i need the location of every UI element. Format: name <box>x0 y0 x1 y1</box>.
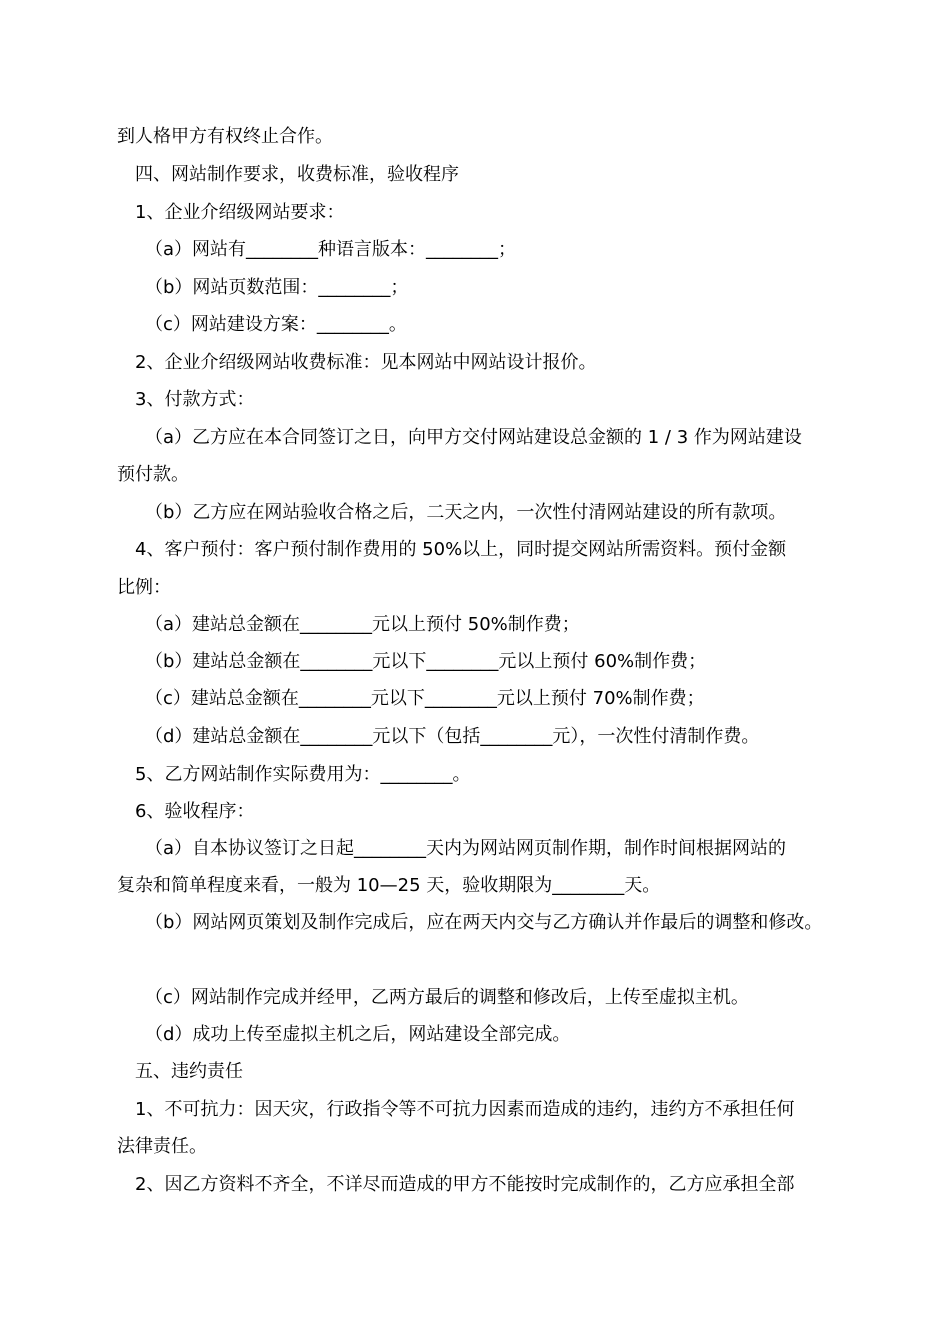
text-line: （c）网站建设方案：________。 <box>145 314 407 335</box>
section-heading: 五、违约责任 <box>135 1061 243 1082</box>
text-line: （a）乙方应在本合同签订之日，向甲方交付网站建设总金额的 1 / 3 作为网站建设 <box>145 427 802 448</box>
text-line: （a）自本协议签订之日起________天内为网站网页制作期，制作时间根据网站的 <box>145 838 787 859</box>
section-heading: 四、网站制作要求，收费标准，验收程序 <box>135 164 459 185</box>
text-line: （d）建站总金额在________元以下（包括________元），一次性付清制作费。 <box>145 726 760 747</box>
text-line: 2、企业介绍级网站收费标准：见本网站中网站设计报价。 <box>135 352 597 373</box>
text-line: 4、客户预付：客户预付制作费用的 50%以上，同时提交网站所需资料。预付金额 <box>135 539 787 560</box>
text-line: 复杂和简单程度来看，一般为 10—25 天，验收期限为________天。 <box>117 875 661 896</box>
text-line: （b）乙方应在网站验收合格之后，二天之内，一次性付清网站建设的所有款项。 <box>145 502 787 523</box>
text-line: 到人格甲方有权终止合作。 <box>117 126 333 147</box>
text-line: 3、付款方式： <box>135 389 255 410</box>
text-line: （b）网站网页策划及制作完成后，应在两天内交与乙方确认并作最后的调整和修改。 <box>145 912 823 933</box>
text-line: 6、验收程序： <box>135 801 255 822</box>
text-line: （c）建站总金额在________元以下________元以上预付 70%制作费； <box>145 688 705 709</box>
text-line: （c）网站制作完成并经甲，乙两方最后的调整和修改后，上传至虚拟主机。 <box>145 987 749 1008</box>
text-line: （a）建站总金额在________元以上预付 50%制作费； <box>145 614 580 635</box>
text-line: 5、乙方网站制作实际费用为：________。 <box>135 764 471 785</box>
text-line: 1、企业介绍级网站要求： <box>135 202 345 223</box>
text-line: （a）网站有________种语言版本：________； <box>145 239 517 260</box>
text-line: 2、因乙方资料不齐全，不详尽而造成的甲方不能按时完成制作的，乙方应承担全部 <box>135 1174 795 1195</box>
text-line: 1、不可抗力：因天灾，行政指令等不可抗力因素而造成的违约，违约方不承担任何 <box>135 1099 795 1120</box>
text-line: 预付款。 <box>117 464 189 485</box>
text-line: （d）成功上传至虚拟主机之后，网站建设全部完成。 <box>145 1024 571 1045</box>
text-line: （b）建站总金额在________元以下________元以上预付 60%制作费； <box>145 651 707 672</box>
text-line: 比例： <box>117 577 171 598</box>
text-line: 法律责任。 <box>117 1136 207 1157</box>
text-line: （b）网站页数范围：________； <box>145 277 409 298</box>
